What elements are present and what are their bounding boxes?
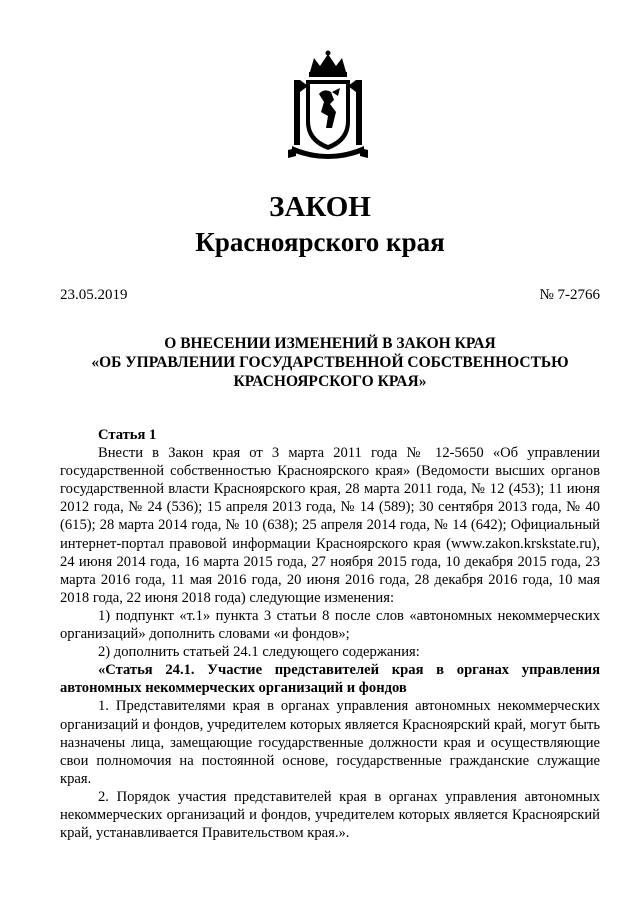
new-article-paragraph-1: 1. Представителями края в органах управления автономных некоммерческих организаций и фондов, учредителем которых является Красноярский край, могут быть назначены лица, замещающие государственные должности края и осуществляющие свои полномочия на постоянной основе, государственные гражданские служащие края. <box>60 698 600 787</box>
document-title: ЗАКОН <box>269 191 371 223</box>
law-title-line-3: КРАСНОЯРСКОГО КРАЯ» <box>233 373 427 390</box>
article-intro-paragraph: Внести в Закон края от 3 марта 2011 года № 12-5650 «Об управлении государственной собственностью Красноярского края» (Ведомости высших органов государственной власти Красноярского края, 28 марта 2011 года, № 12 (453); 11 июня 2012 года, № 24 (536); 15 апреля 2013 года, № 14 (589); 30 сентября 2013 года, № 40 (615); 28 марта 2014 года, № 10 (638); 25 апреля 2014 года, № 14 (642); Официальный интернет-портал правовой информации Красноярского края (www.zakon.krskstate.ru), 24 июня 2014 года, 16 марта 2015 года, 27 ноября 2015 года, 10 декабря 2015 года, 23 марта 2016 года, 11 мая 2016 года, 20 июня 2016 года, 28 декабря 2016 года, 10 мая 2018 года, 22 июня 2018 года) следующие изменения: <box>60 445 600 606</box>
amendment-item-2: 2) дополнить статьей 24.1 следующего содержания: <box>98 644 420 661</box>
law-title-line-1: О ВНЕСЕНИИ ИЗМЕНЕНИЙ В ЗАКОН КРАЯ <box>164 335 496 352</box>
article-heading: Статья 1 <box>98 427 157 443</box>
krasnoyarsk-coat-of-arms-icon <box>286 50 370 160</box>
new-article-paragraph-2: 2. Порядок участия представителей края в органах управления автономных некоммерческих организаций и фондов, учредителем которых является Красноярский край, устанавливается Правительством края.». <box>60 788 600 842</box>
document-date: 23.05.2019 <box>60 287 128 303</box>
new-article-title: «Статья 24.1. Участие представителей края в органах управления автономных некоммерческих организаций и фондов <box>60 662 600 697</box>
document-subtitle: Красноярского края <box>195 227 445 257</box>
law-title-line-2: «ОБ УПРАВЛЕНИИ ГОСУДАРСТВЕННОЙ СОБСТВЕННОСТЬЮ <box>91 354 569 371</box>
law-title <box>60 334 600 391</box>
amendment-item-1: 1) подпункт «т.1» пункта 3 статьи 8 после слов «автономных некоммерческих организаций» дополнить словами «и фондов»; <box>60 607 600 643</box>
document-number: № 7-2766 <box>539 287 600 303</box>
document-body <box>60 426 600 842</box>
document-meta <box>60 286 600 304</box>
